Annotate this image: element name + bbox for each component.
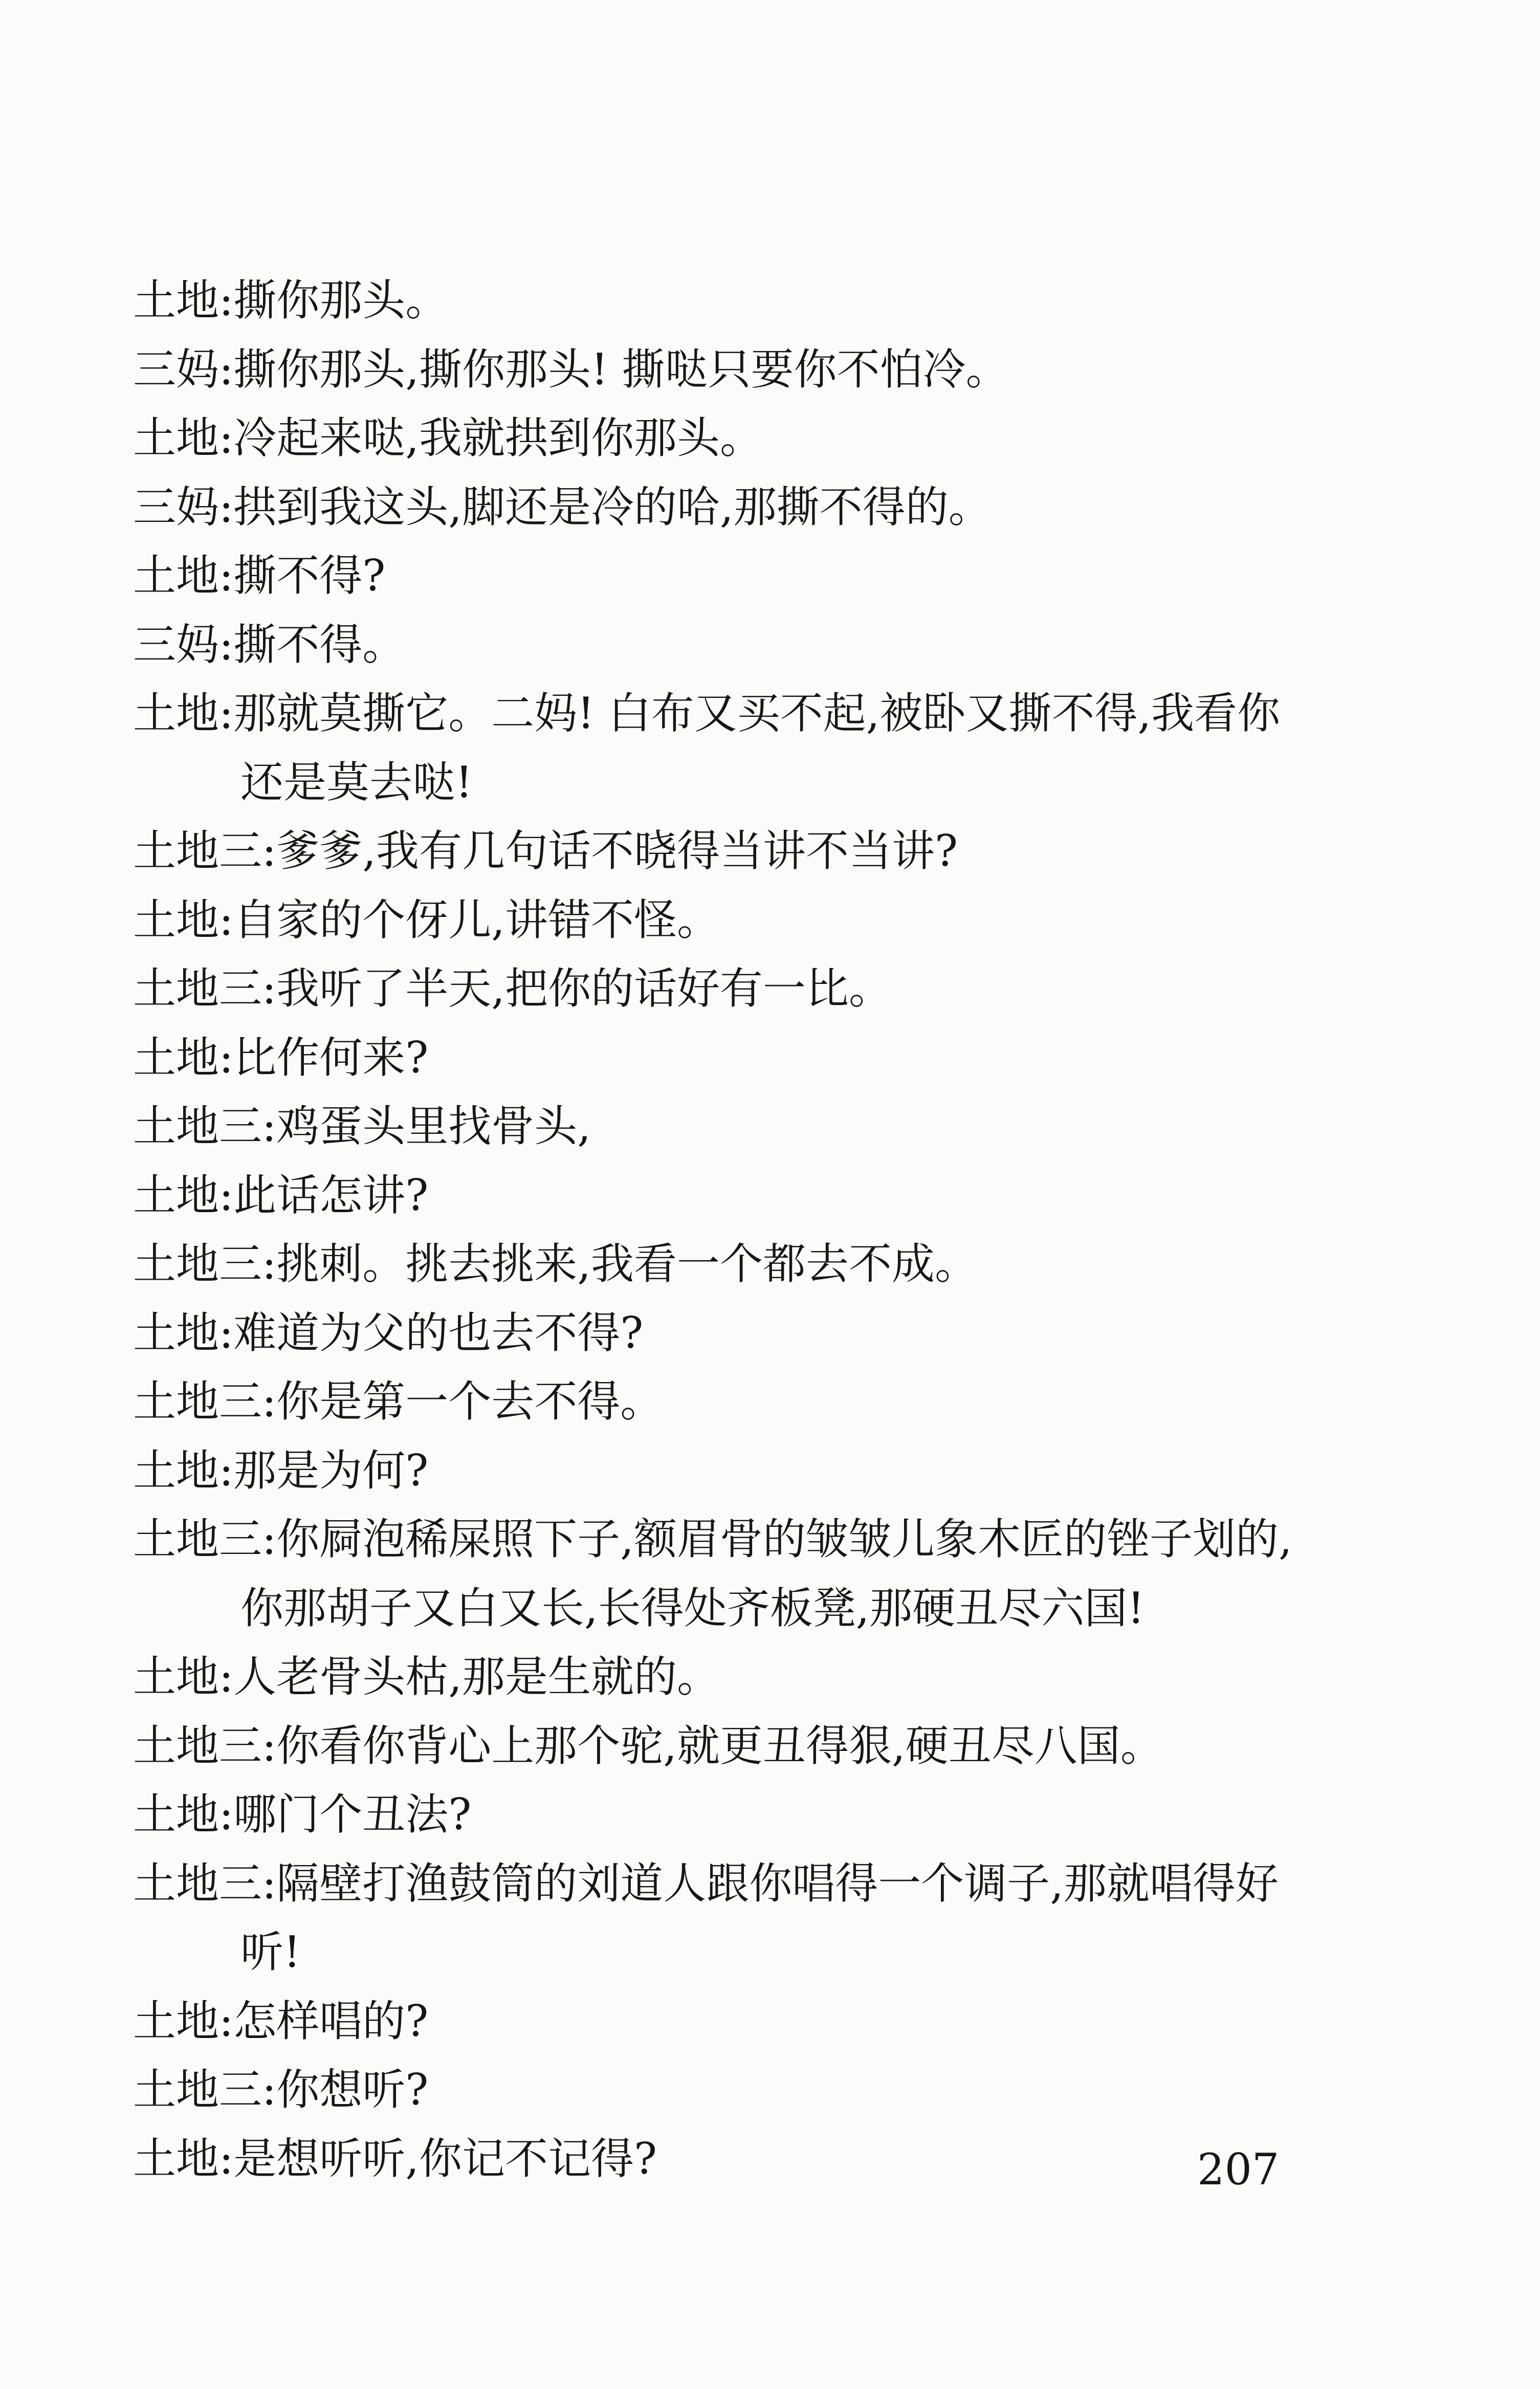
page-number: 207 bbox=[1197, 2144, 1280, 2195]
dialogue-text-block bbox=[133, 266, 1361, 2193]
dialogue-line: 土地三:鸡蛋头里找骨头, bbox=[133, 1101, 591, 1151]
dialogue-line: 三妈:撕不得。 bbox=[133, 619, 406, 670]
dialogue-continuation-line: 你那胡子又白又长,长得处齐板凳,那硬丑尽六国! bbox=[240, 1583, 1145, 1633]
dialogue-line: 土地:自家的个伢儿,讲错不怪。 bbox=[133, 894, 720, 945]
dialogue-line: 土地:那就莫撕它。二妈! 白布又买不起,被卧又撕不得,我看你 bbox=[133, 688, 1281, 738]
dialogue-line: 土地:难道为父的也去不得? bbox=[133, 1307, 644, 1358]
dialogue-line: 土地三:你屙泡稀屎照下子,额眉骨的皱皱儿象木匠的锉子划的, bbox=[133, 1514, 1292, 1564]
dialogue-line: 三妈:撕你那头,撕你那头! 撕哒只要你不怕冷。 bbox=[133, 344, 1009, 394]
dialogue-line: 土地:撕不得? bbox=[133, 551, 386, 601]
dialogue-line: 土地三:我听了半天,把你的话好有一比。 bbox=[133, 963, 892, 1014]
dialogue-line: 土地:是想听听,你记不记得? bbox=[133, 2133, 657, 2184]
dialogue-line: 土地三:挑刺。挑去挑来,我看一个都去不成。 bbox=[133, 1239, 978, 1289]
dialogue-line: 土地三:你想听? bbox=[133, 2065, 429, 2115]
dialogue-line: 三妈:拱到我这头,脚还是冷的哈,那撕不得的。 bbox=[133, 481, 992, 532]
dialogue-line: 土地三:隔壁打渔鼓筒的刘道人跟你唱得一个调子,那就唱得好 bbox=[133, 1858, 1279, 1909]
dialogue-line: 土地三:你看你背心上那个驼,就更丑得狠,硬丑尽八国。 bbox=[133, 1720, 1163, 1771]
dialogue-line: 土地三:爹爹,我有几句话不晓得当讲不当讲? bbox=[133, 826, 958, 876]
dialogue-line: 土地:人老骨头枯,那是生就的。 bbox=[133, 1652, 720, 1702]
dialogue-line: 土地:哪门个丑法? bbox=[133, 1789, 472, 1839]
dialogue-line: 土地三:你是第一个去不得。 bbox=[133, 1376, 664, 1427]
dialogue-line: 土地:比作何来? bbox=[133, 1032, 429, 1083]
dialogue-line: 土地:那是为何? bbox=[133, 1445, 429, 1496]
dialogue-continuation-line: 听! bbox=[240, 1927, 301, 1977]
dialogue-line: 土地:此话怎讲? bbox=[133, 1170, 429, 1220]
dialogue-line: 土地:撕你那头。 bbox=[133, 275, 449, 325]
dialogue-line: 土地:冷起来哒,我就拱到你那头。 bbox=[133, 413, 763, 463]
dialogue-continuation-line: 还是莫去哒! bbox=[240, 757, 473, 807]
dialogue-line: 土地:怎样唱的? bbox=[133, 1996, 429, 2046]
